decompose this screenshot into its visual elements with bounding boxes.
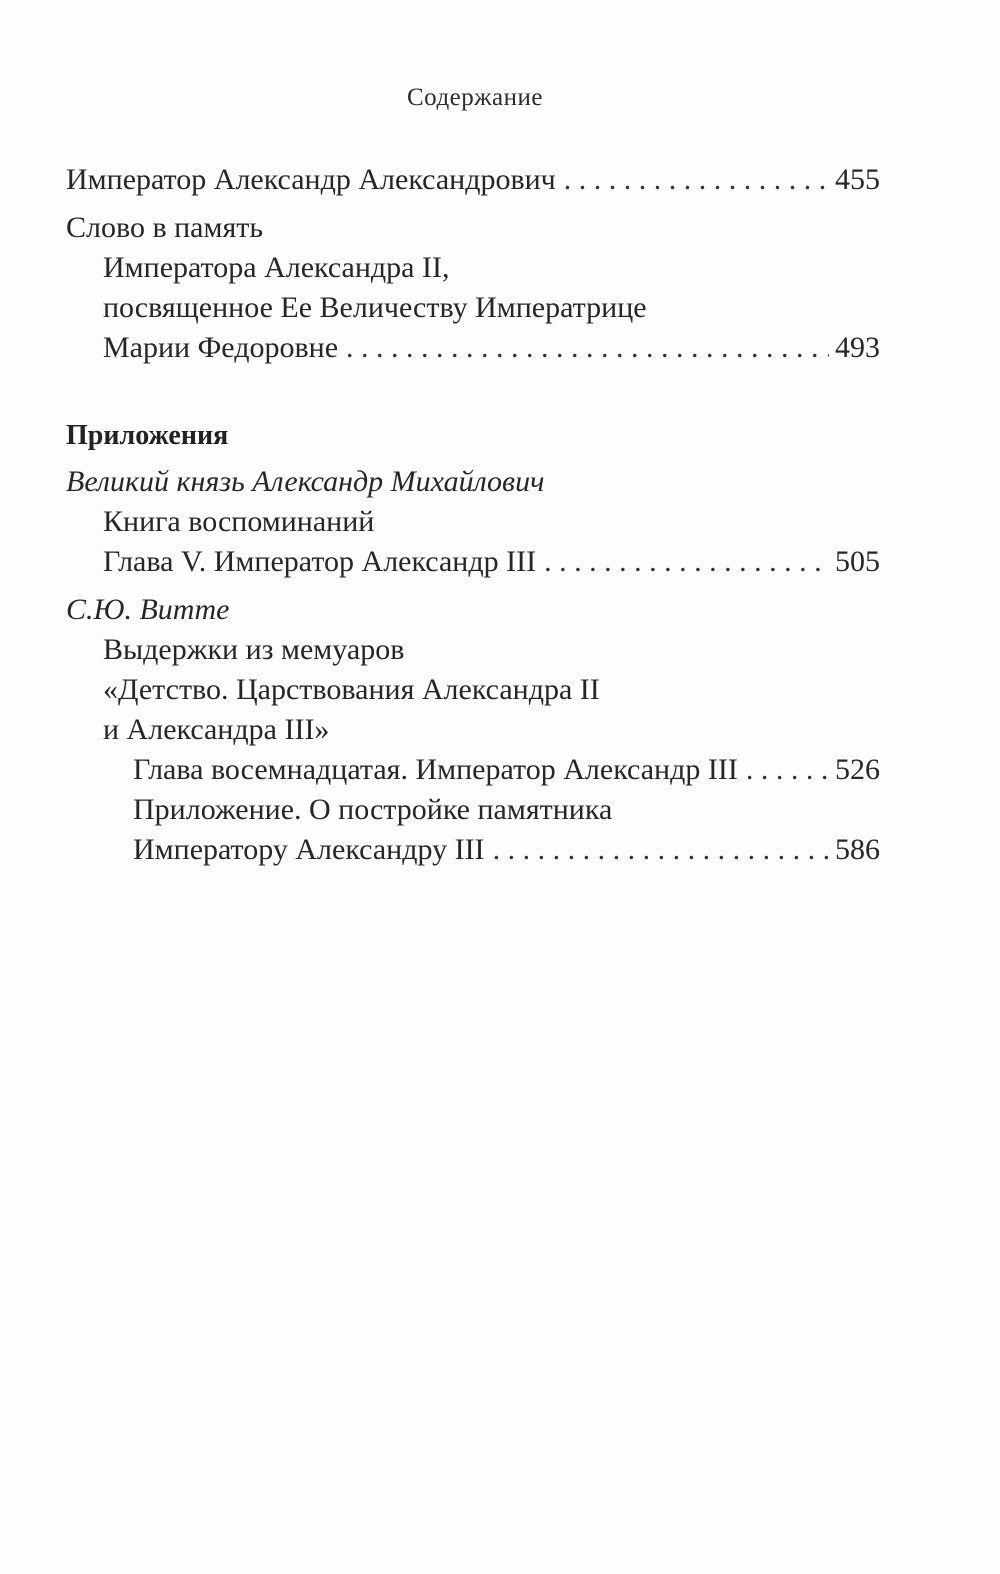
toc-entry-title: Глава V. Император Александр III	[103, 545, 537, 578]
toc-entry-title-line	[66, 208, 880, 248]
toc-entry-title-continued: посвященное Ее Величеству Императрице	[103, 291, 647, 324]
work-title: Выдержки из мемуаров	[103, 633, 405, 666]
toc-entry-title: Приложение. О постройке памятника	[133, 793, 613, 826]
toc-entry-title: Император Александр Александрович	[66, 163, 556, 196]
work-title-line	[66, 710, 880, 750]
toc-entry-title-continued: Марии Федоровне	[103, 331, 339, 364]
work-title-continued: и Александра III»	[103, 713, 330, 746]
section-heading: Приложения	[66, 420, 229, 451]
toc-page-number: 493	[835, 331, 880, 364]
toc-entry	[66, 750, 880, 790]
toc-entry	[66, 830, 880, 870]
toc-page-number: 505	[835, 545, 880, 578]
dot-leader	[485, 830, 829, 870]
author-name	[66, 590, 880, 630]
toc-entry-title: Слово в память	[66, 211, 264, 244]
toc-entry-title-line	[66, 790, 880, 830]
running-head: Содержание	[407, 84, 543, 111]
table-of-contents	[66, 160, 880, 870]
toc-page-number: 586	[835, 833, 880, 866]
author-name-text: Великий князь Александр Михайлович	[66, 465, 545, 498]
book-title-line	[66, 502, 880, 542]
toc-page-number: 526	[835, 753, 880, 786]
toc-entry-title-continued: Императора Александра II,	[103, 251, 450, 284]
toc-entry-title: Глава восемнадцатая. Император Александр III	[133, 753, 738, 786]
toc-entry	[66, 160, 880, 200]
author-name-text: С.Ю. Витте	[66, 593, 230, 626]
toc-entry	[66, 328, 880, 368]
work-title-continued: «Детство. Царствования Александра II	[103, 673, 600, 706]
work-title-line	[66, 630, 880, 670]
toc-entry-title-line	[66, 248, 880, 288]
work-title-line	[66, 670, 880, 710]
toc-entry-title-continued: Императору Александру III	[133, 833, 485, 866]
dot-leader	[556, 160, 829, 200]
dot-leader	[536, 542, 829, 582]
dot-leader	[738, 750, 829, 790]
toc-page-number: 455	[835, 163, 880, 196]
dot-leader	[338, 328, 829, 368]
author-name	[66, 462, 880, 502]
toc-entry	[66, 542, 880, 582]
book-title: Книга воспоминаний	[103, 505, 375, 538]
toc-entry-title-line	[66, 288, 880, 328]
